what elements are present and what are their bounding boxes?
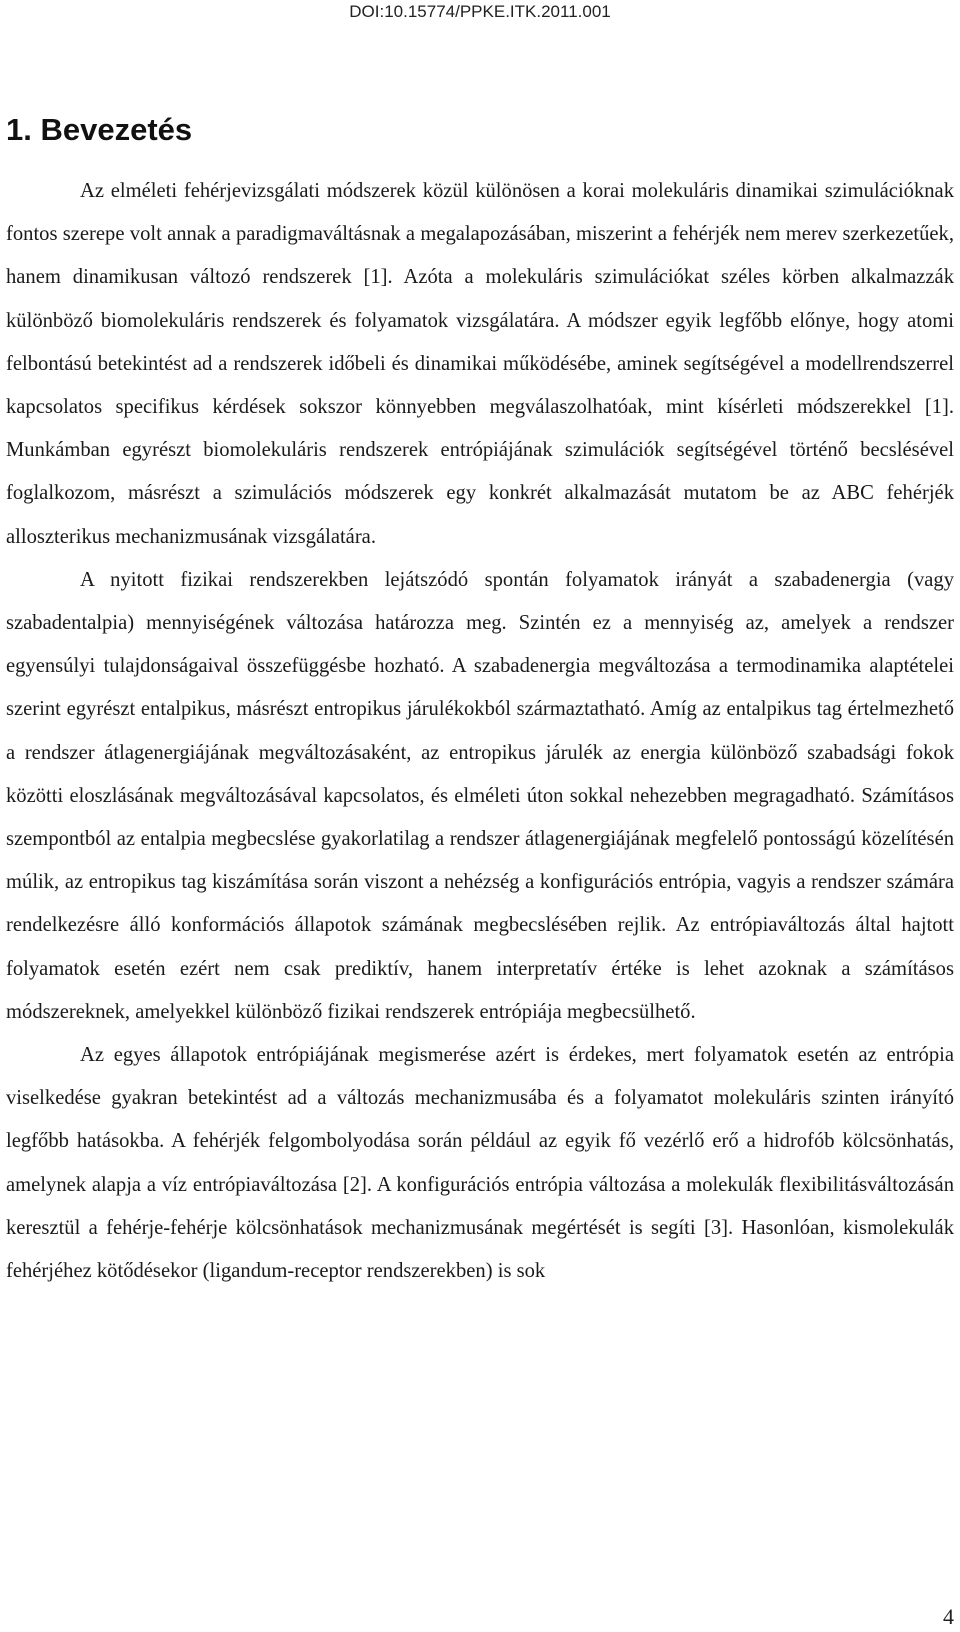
paragraph-3: Az egyes állapotok entrópiájának megismerése azért is érdekes, mert folyamatok esetén az entrópia viselkedése gyakran betekintést ad a változás mechanizmusába és a folyamatot molekuláris szinten irányító legfőbb hatásokba. A fehérjék felgombolyodása során például az egyik fő vezérlő erő a hidrofób kölcsönhatás, amelynek alapja a víz entrópiaváltozása [2]. A konfigurációs entrópia változása a molekulák flexibilitásváltozásán keresztül a fehérje-fehérje kölcsönhatások mechanizmusának megértését is segíti [3]. Hasonlóan, kismolekulák fehérjéhez kötődésekor (ligandum-receptor rendszerekben) is sok [6,1044,954,1283]
doi-header: DOI:10.15774/PPKE.ITK.2011.001 [349,2,611,21]
section-heading: 1. Bevezetés [6,112,193,147]
body-text [6,170,954,1293]
paragraph-2: A nyitott fizikai rendszerekben lejátszódó spontán folyamatok irányát a szabadenergia (vagy szabadentalpia) mennyiségének változása határozza meg. Szintén ez a mennyiség az, amelyek a rendszer egyensúlyi tulajdonságaival összefüggésbe hozható. A szabadenergia megváltozása a termodinamika alaptételei szerint egyrészt entalpikus, másrészt entropikus járulékokból származtatható. Amíg az entalpikus tag értelmezhető a rendszer átlagenergiájának megváltozásaként, az entropikus járulék az energia különböző szabadsági fokok közötti eloszlásának megváltozásával kapcsolatos, és elméleti úton sokkal nehezebben megragadható. Számításos szempontból az entalpia megbecslése gyakorlatilag a rendszer átlagenergiájának megfelelő pontosságú közelítésén múlik, az entropikus tag kiszámítása során viszont a nehézség a konfigurációs entrópia, vagyis a rendszer számára rendelkezésre álló konformációs állapotok számának megbecslésében rejlik. Az entrópiaváltozás által hajtott folyamatok esetén ezért nem csak prediktív, hanem interpretatív értéke is lehet azoknak a számításos módszereknek, amelyekkel különböző fizikai rendszerek entrópiája megbecsülhető. [6,568,954,1023]
paragraph-1: Az elméleti fehérjevizsgálati módszerek közül különösen a korai molekuláris dinamikai szimulációknak fontos szerepe volt annak a paradigmaváltásnak a megalapozásában, miszerint a fehérjék nem merev szerkezetűek, hanem dinamikusan változó rendszerek [1]. Azóta a molekuláris szimulációkat széles körben alkalmazzák különböző biomolekuláris rendszerek és folyamatok vizsgálatára. A módszer egyik legfőbb előnye, hogy atomi felbontású betekintést ad a rendszerek időbeli és dinamikai működésébe, aminek segítségével a modellrendszerrel kapcsolatos specifikus kérdések sokszor könnyebben megválaszolhatóak, mint kísérleti módszerekkel [1]. Munkámban egyrészt biomolekuláris rendszerek entrópiájának szimulációk segítségével történő becslésével foglalkozom, másrészt a szimulációs módszerek egy konkrét alkalmazását mutatom be az ABC fehérjék alloszterikus mechanizmusának vizsgálatára. [6,180,954,548]
page-number: 4 [943,1604,954,1629]
